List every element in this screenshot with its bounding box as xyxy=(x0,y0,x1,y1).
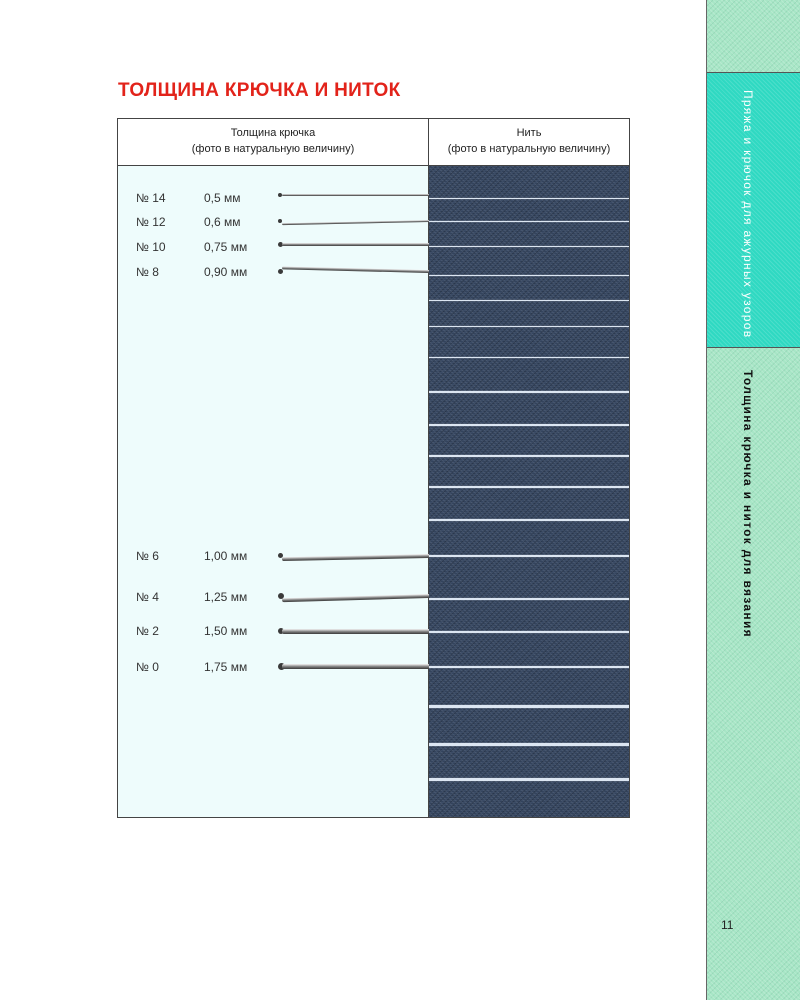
thread-line xyxy=(429,424,629,426)
thread-line xyxy=(429,326,629,327)
thread-line xyxy=(429,300,629,301)
thread-line xyxy=(429,705,629,708)
thread-line xyxy=(429,455,629,457)
thread-line xyxy=(429,198,629,199)
thread-line xyxy=(429,357,629,358)
thread-line xyxy=(429,246,629,247)
hook-row xyxy=(118,191,429,209)
hook-column-header xyxy=(118,119,429,166)
hook-photo-panel xyxy=(118,166,429,817)
hook-header-line1: Толщина крючка xyxy=(230,127,316,139)
section-tab-current-label: Толщина крючка и ниток для вязания xyxy=(741,370,755,638)
thread-line xyxy=(429,275,629,276)
hook-size: 0,75 мм xyxy=(204,240,248,254)
thread-line xyxy=(429,519,629,521)
hook-size: 1,50 мм xyxy=(204,624,248,638)
thread-header-line2: (фото в натуральную величину) xyxy=(447,143,611,155)
hook-header-line2: (фото в натуральную величину) xyxy=(191,143,355,155)
hook-number: № 2 xyxy=(136,624,159,638)
thread-photo-panel xyxy=(429,166,629,817)
size-table xyxy=(117,118,630,818)
thread-line xyxy=(429,778,629,781)
hook-size: 0,90 мм xyxy=(204,265,248,279)
hook-number: № 4 xyxy=(136,590,159,604)
section-tab-yarn-label: Пряжа и крючок для ажурных узоров xyxy=(741,90,755,339)
hook-row xyxy=(118,265,429,283)
hook-size: 1,00 мм xyxy=(204,549,248,563)
thread-line xyxy=(429,743,629,746)
thread-line xyxy=(429,391,629,393)
hook-size: 0,5 мм xyxy=(204,191,241,205)
page-title: ТОЛЩИНА КРЮЧКА И НИТОК xyxy=(118,80,401,101)
thread-header-line1: Нить xyxy=(516,127,542,139)
hook-number: № 0 xyxy=(136,660,159,674)
hook-row xyxy=(118,240,429,258)
hook-row xyxy=(118,590,429,608)
hook-size: 0,6 мм xyxy=(204,215,241,229)
hook-number: № 8 xyxy=(136,265,159,279)
hook-number: № 12 xyxy=(136,215,166,229)
page-number: 11 xyxy=(721,918,734,932)
hook-number: № 10 xyxy=(136,240,166,254)
hook-row xyxy=(118,660,429,678)
thread-column-header xyxy=(429,119,629,166)
hook-number: № 6 xyxy=(136,549,159,563)
hook-row xyxy=(118,549,429,567)
section-side-strip xyxy=(706,0,800,1000)
hook-size: 1,75 мм xyxy=(204,660,248,674)
thread-line xyxy=(429,598,629,600)
hook-size: 1,25 мм xyxy=(204,590,248,604)
thread-line xyxy=(429,631,629,633)
thread-line xyxy=(429,486,629,488)
hook-row xyxy=(118,215,429,233)
thread-line xyxy=(429,221,629,222)
thread-line xyxy=(429,666,629,668)
hook-number: № 14 xyxy=(136,191,166,205)
hook-row xyxy=(118,624,429,642)
thread-line xyxy=(429,555,629,557)
